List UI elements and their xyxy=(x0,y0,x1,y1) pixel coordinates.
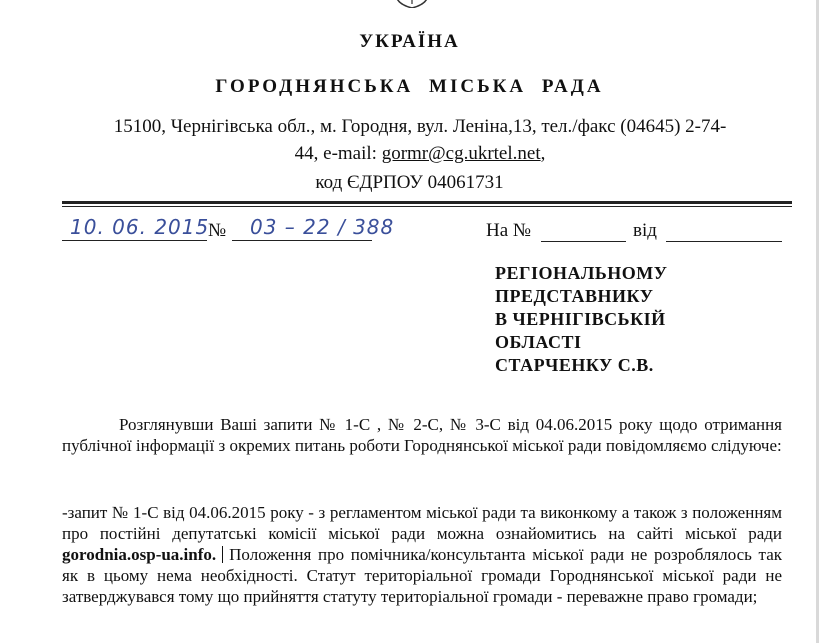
address-block xyxy=(60,113,780,167)
addressee-block xyxy=(495,262,745,377)
paragraph-1-text: Розглянувши Ваші запити № 1-С , № 2-С, № 3-С від 04.06.2015 року щодо отримання публічної інформації з окремих питань роботи Городнянської міської ради повідомляємо слідуюче: xyxy=(62,415,782,455)
from-underline xyxy=(666,241,782,242)
body-paragraph-1 xyxy=(62,414,782,456)
from-label: від xyxy=(633,220,657,241)
address-line-1: 15100, Чернігівська обл., м. Городня, вул. Леніна,13, тел./факс (04645) 2-74- xyxy=(113,116,727,137)
number-label: № xyxy=(208,220,227,241)
email-link[interactable]: gormr@cg.ukrtel.net xyxy=(381,143,541,164)
council-heading: ГОРОДНЯНСЬКА МІСЬКА РАДА xyxy=(215,76,604,97)
addressee-line: ОБЛАСТІ xyxy=(495,332,582,352)
header-divider-thin xyxy=(62,206,792,207)
address-line-2-prefix: 44, e-mail: xyxy=(294,143,382,164)
header-divider-thick xyxy=(62,201,792,204)
handwritten-number: 03 – 22 / 388 xyxy=(250,215,395,239)
reference-label: На № xyxy=(486,220,532,241)
addressee-line: РЕГІОНАЛЬНОМУ xyxy=(495,263,668,283)
country-heading: УКРАЇНА xyxy=(359,31,460,52)
address-line-2-suffix: , xyxy=(540,143,546,164)
date-underline xyxy=(62,240,207,241)
addressee-line: В ЧЕРНІГІВСЬКІЙ xyxy=(495,309,666,329)
reference-underline xyxy=(541,241,626,242)
coat-of-arms-icon xyxy=(392,0,432,8)
edrpou-code: код ЄДРПОУ 04061731 xyxy=(315,172,504,193)
handwritten-date: 10. 06. 2015 xyxy=(70,215,210,239)
paragraph-2-text-start: -запит № 1-С від 04.06.2015 року - з регламентом міської ради та виконкому а також з положенням про постійні депутатські комісії міської ради можна ознайомитись на сайті міської ради xyxy=(62,503,782,543)
paragraph-2-text-end: Положення про помічника/консультанта міської ради не розроблялось так як в цьому нема необхідності. Статут територіальної громади Городнянської міської ради не затверджувався тому що прийняття статуту територіальної громади - переважне право громади; xyxy=(62,545,782,606)
addressee-line: СТАРЧЕНКУ С.В. xyxy=(495,355,654,375)
website-link[interactable]: gorodnia.osp-ua.info. xyxy=(62,545,217,564)
number-underline xyxy=(232,240,372,241)
body-paragraph-2 xyxy=(62,502,782,607)
text-cursor xyxy=(222,546,223,563)
addressee-line: ПРЕДСТАВНИКУ xyxy=(495,286,654,306)
